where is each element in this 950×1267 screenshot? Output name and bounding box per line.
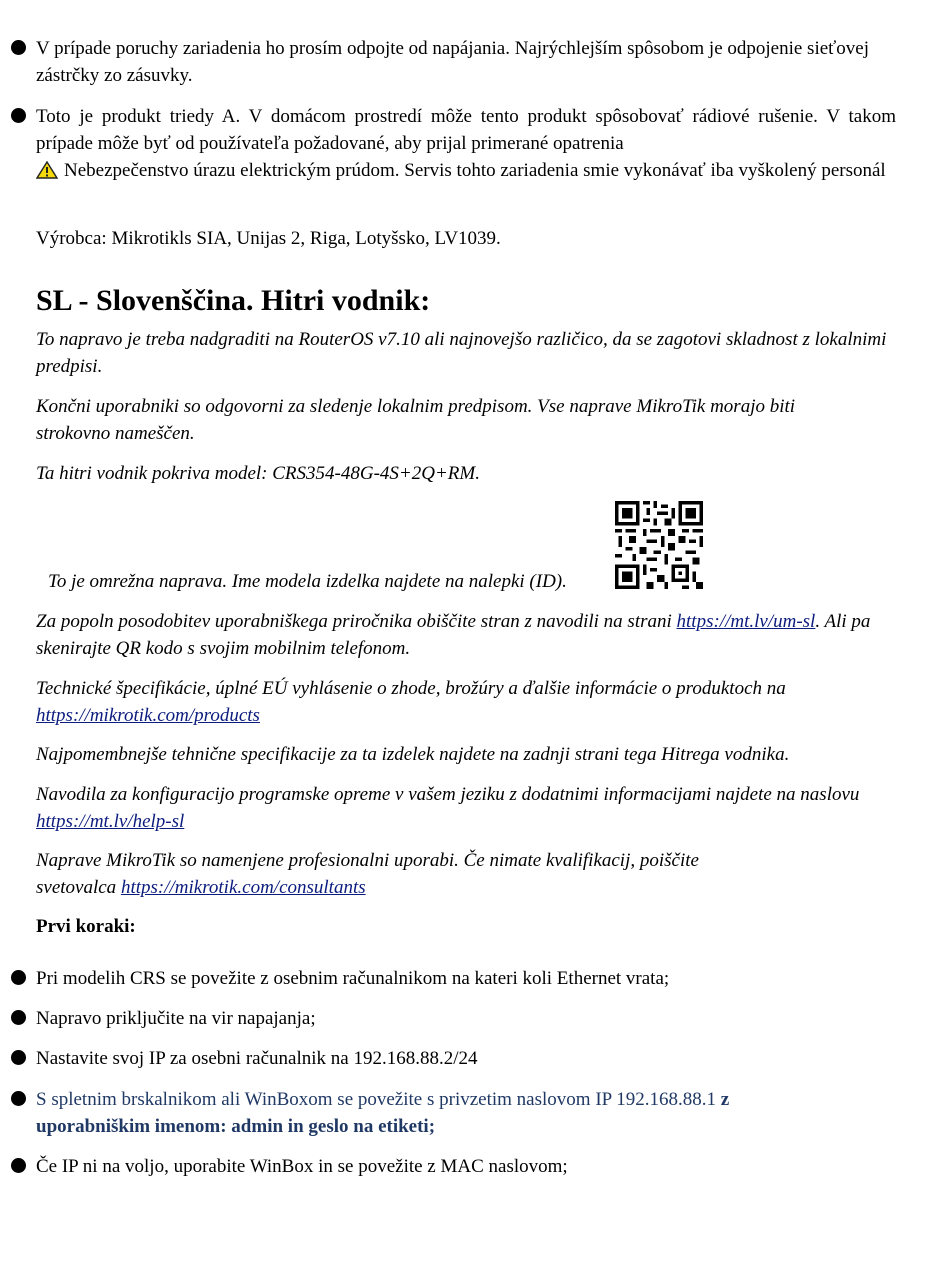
sk-class-a-text: Toto je produkt triedy A. V domácom prostredí môže tento produkt spôsobovať rádiové rušenie. V takom prípade môže byť od používateľa požadované, aby prijal primerané opatrenia (36, 106, 896, 154)
step-winbox-mac: Če IP ni na voljo, uporabite WinBox in se povežite z MAC naslovom; (36, 1156, 568, 1177)
sl-manual-note (36, 608, 876, 662)
sl-consultants-text: Naprave MikroTik so namenjene profesionalni uporabi. Če nimate kvalifikacij, poiščite svetovalca (36, 850, 699, 898)
step-set-ip: Nastavite svoj IP za osebni računalnik na 192.168.88.2/24 (36, 1048, 478, 1069)
step-power: Napravo priključite na vir napajanja; (36, 1008, 316, 1029)
bullet-icon (11, 40, 26, 55)
products-link[interactable]: https://mikrotik.com/products (36, 705, 260, 726)
first-steps-heading: Prvi koraki: (36, 916, 136, 937)
bullet-icon (11, 1158, 26, 1173)
sl-specs-note (36, 675, 836, 729)
section-heading: SL - Slovenščina. Hitri vodnik: (36, 284, 431, 317)
qr-code-icon (615, 501, 703, 589)
sk-bullet-power: V prípade poruchy zariadenia ho prosím odpojte od napájania. Najrýchlejším spôsobom je odpojenie sieťovej zástrčky zo zásuvky. (36, 38, 869, 86)
sl-network-device-note: To je omrežna naprava. Ime modela izdelka najdete na nalepki (ID). (48, 571, 567, 592)
consultants-link[interactable]: https://mikrotik.com/consultants (120, 877, 366, 898)
warning-triangle-icon (36, 160, 58, 187)
bullet-icon (11, 1050, 26, 1065)
sl-manual-text: Za popoln posodobitev uporabniškega priročnika obiščite stran z navodili na strani (36, 611, 677, 632)
sl-model-note: Ta hitri vodnik pokriva model: CRS354-48G-4S+2Q+RM. (36, 463, 480, 484)
bullet-icon (11, 970, 26, 985)
sk-warning-text: Nebezpečenstvo úrazu elektrickým prúdom. Servis tohto zariadenia smie vykonávať iba vyškolený personál (64, 160, 886, 181)
step-browser-credentials: z uporabniškim imenom: admin in geslo na etiketi; (36, 1089, 730, 1137)
manufacturer-text: Výrobca: Mikrotikls SIA, Unijas 2, Riga, Lotyšsko, LV1039. (36, 228, 501, 249)
bullet-icon (11, 108, 26, 123)
sl-routeros-note: To napravo je treba nadgraditi na RouterOS v7.10 ali najnovejšo različico, da se zagotovi skladnost z lokalnimi predpisi. (36, 329, 887, 377)
sl-end-users-note: Končni uporabniki so odgovorni za sledenje lokalnim predpisom. Vse naprave MikroTik morajo biti strokovno nameščen. (36, 396, 796, 444)
step-connect-pc: Pri modelih CRS se povežite z osebnim računalnikom na kateri koli Ethernet vrata; (36, 968, 670, 989)
sl-specs-text: Technické špecifikácie, úplné EÚ vyhlásenie o zhode, brožúry a ďalšie informácie o produktoch na (36, 678, 786, 699)
step-browser-text: S spletnim brskalnikom ali WinBoxom se povežite s privzetim naslovom IP 192.168.88.1 (36, 1089, 717, 1110)
bullet-icon (11, 1010, 26, 1025)
sl-config-note (36, 781, 896, 835)
step-browser-connect (36, 1086, 796, 1140)
sl-consultants-note (36, 847, 776, 901)
sl-tech-specs-note: Najpomembnejše tehnične specifikacije za ta izdelek najdete na zadnji strani tega Hitrega vodnika. (36, 744, 790, 765)
sk-bullet-class-a (36, 103, 896, 187)
help-link[interactable]: https://mt.lv/help-sl (36, 811, 185, 832)
manual-link[interactable]: https://mt.lv/um-sl (676, 611, 816, 632)
sl-config-text: Navodila za konfiguracijo programske opreme v vašem jeziku z dodatnimi informacijami najdete na naslovu (36, 784, 860, 805)
bullet-icon (11, 1091, 26, 1106)
sl-manual-after: . Ali pa skenirajte QR kodo s svojim mobilnim telefonom. (36, 611, 871, 659)
